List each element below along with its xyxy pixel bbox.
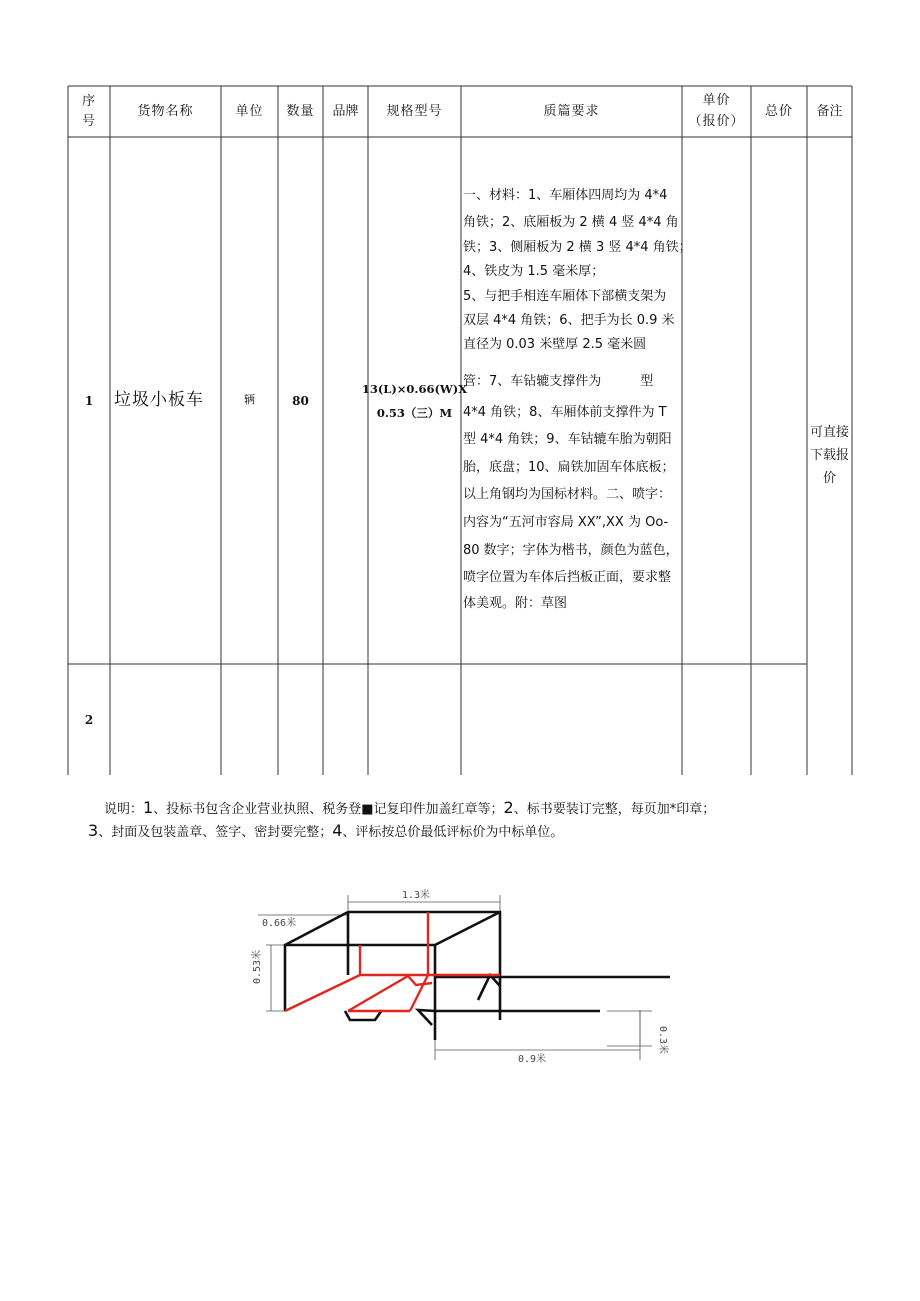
quality-line: 内容为“五河市容局 XX”,XX 为 Oo- [463, 515, 669, 530]
dim-handle-height-label: 0.3米 [657, 1026, 668, 1055]
notes-line-2: 3、封面及包装盖章、签字、密封要完整；4、评标按总价最低评标价为中标单位。 [88, 821, 564, 840]
remark-line: 可直接 [809, 424, 849, 440]
quality-line: 4、铁皮为 1.5 毫米厚； [463, 264, 605, 279]
quality-line: 直径为 0.03 米壁厚 2.5 毫米圆 [463, 337, 647, 352]
row1-seq: 1 [84, 393, 94, 408]
quality-line: 喷字位置为车体后挡板正面，要求整 [463, 570, 672, 585]
remark-line: 价 [822, 470, 836, 486]
header-remark: 备注 [816, 103, 843, 119]
quality-line: 以上角钢均为国标材料。二、喷字： [463, 487, 672, 502]
header-spec: 规格型号 [386, 103, 443, 119]
dim-width-label: 0.66米 [262, 918, 297, 929]
row1-name: 垃圾小板车 [114, 389, 204, 410]
dim-handle-label: 0.9米 [518, 1054, 547, 1065]
quality-line: 型 4*4 角铁；9、车钴辘车胎为朝阳 [463, 432, 672, 447]
header-price: 单价 （报价） [688, 92, 745, 129]
quality-line: 一、材料：1、车厢体四周均为 4*4 [463, 188, 668, 203]
quality-line: 角铁；2、底厢板为 2 横 4 竖 4*4 角 [463, 215, 679, 230]
spec-line: 0.53（三）M [376, 405, 453, 420]
quality-line: 胎，底盘；10、扁铁加固车体底板； [463, 460, 675, 475]
cart-sketch [240, 885, 680, 1075]
quality-line: 80 数字；字体为楷书，颜色为蓝色， [463, 543, 679, 558]
remark-line: 下载报 [809, 447, 849, 463]
dim-height-label: 0.53米 [252, 949, 263, 984]
quality-line: 体美观。附：草图 [463, 596, 568, 611]
header-seq: 序 号 [81, 94, 96, 129]
row1-spec [361, 137, 468, 664]
row1-remark [807, 420, 852, 490]
spec-line: 13(L)×0.66(W)X [361, 381, 468, 396]
quality-line: 铁；3、侧厢板为 2 横 3 竖 4*4 角铁； [463, 240, 692, 255]
row1-qty: 80 [292, 393, 309, 408]
header-qty: 数量 [286, 103, 315, 119]
header-unit: 单位 [235, 103, 264, 119]
quality-line: 5、与把手相连车厢体下部横支架为 [463, 289, 667, 304]
quality-line: 双层 4*4 角铁；6、把手为长 0.9 米 [463, 313, 675, 328]
quality-line: 4*4 角铁；8、车厢体前支撑件为 T [463, 405, 667, 420]
notes-line-1: 说明：1、投标书包含企业营业执照、税务登■记复印件加盖红章等；2、标书要装订完整，每页加*印章； [104, 798, 716, 817]
header-brand: 品牌 [332, 103, 359, 119]
dim-length-label: 1.3米 [402, 890, 431, 901]
quality-line: 管：7、车钻辘支撑件为 型 [463, 374, 654, 389]
header-total: 总价 [764, 103, 793, 119]
header-quality: 质篇要求 [543, 103, 600, 119]
header-name: 货物名称 [137, 103, 194, 119]
row2-seq: 2 [84, 713, 94, 727]
row1-unit: 辆 [244, 393, 255, 407]
